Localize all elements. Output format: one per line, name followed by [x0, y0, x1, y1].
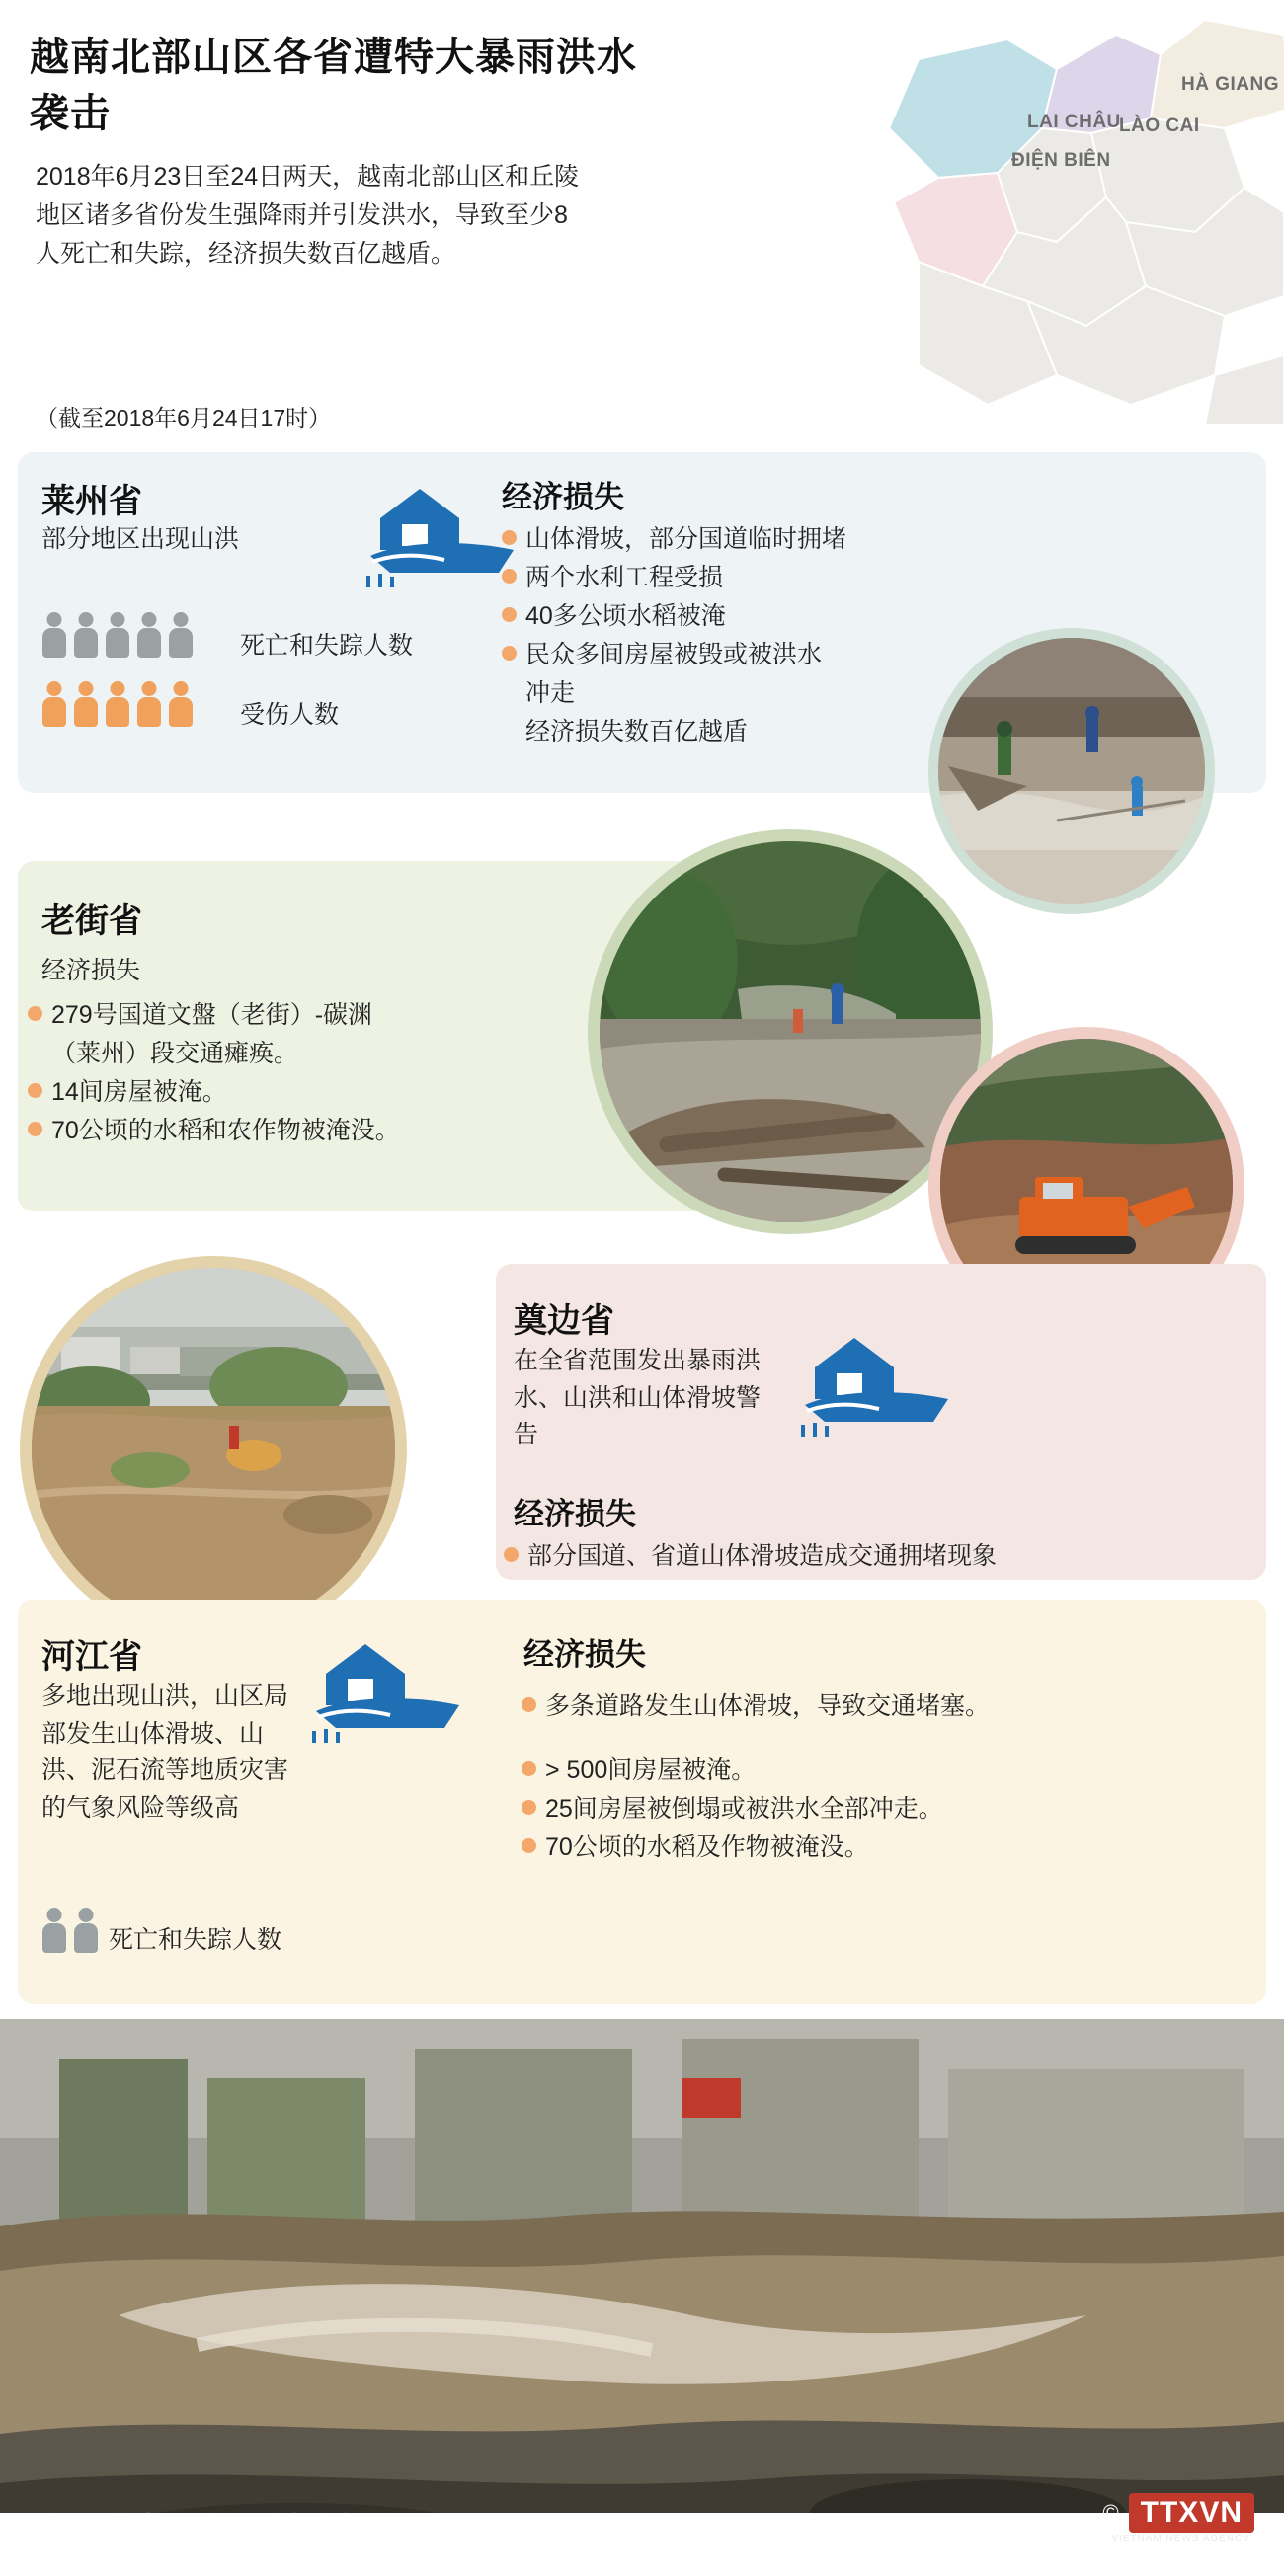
bullet-dot	[502, 723, 517, 738]
bullet-text: 279号国道文盤（老街）-碳渊	[51, 1001, 373, 1029]
bullet-dot	[28, 1006, 42, 1021]
vietnam-north-map	[593, 0, 1284, 434]
eco-title-dien-bien: 经济损失	[514, 1497, 636, 1531]
map-label-ha-giang: HÀ GIANG	[1181, 74, 1279, 95]
eco-bullets-lao-cai	[28, 997, 640, 1151]
map-label-dien-bien: ĐIỆN BIÊN	[1011, 150, 1111, 171]
province-subtitle-dien-bien: 在全省范围发出暴雨洪水、山洪和山体滑坡警告	[514, 1347, 762, 1448]
bullet-dot	[502, 684, 517, 699]
casualty-people-icons-ha-giang	[41, 1908, 99, 1953]
bullet-text: 70公顷的水稻及作物被淹没。	[545, 1834, 869, 1861]
person-icon	[105, 612, 130, 658]
flood-house-boat-icon	[785, 1328, 963, 1442]
bullet-text: （莱州）段交通瘫痪。	[51, 1040, 299, 1067]
bullet-text: 民众多间房屋被毁或被洪水	[525, 641, 823, 668]
photo-landslide-riverbank	[938, 638, 1205, 904]
casualty-label-ha-giang: 死亡和失踪人数	[109, 1926, 282, 1954]
person-icon	[41, 612, 67, 658]
bullet-dot	[502, 530, 517, 545]
bullet-dot	[522, 1800, 536, 1815]
bullet-dot	[522, 1838, 536, 1853]
person-icon	[168, 612, 194, 658]
eco-bullets-dien-bien	[504, 1538, 1254, 1577]
bullet-text: 40多公顷水稻被淹	[525, 602, 726, 630]
casualty-people-icons-lai-chau	[41, 612, 194, 658]
person-icon	[105, 681, 130, 727]
bullet-dot	[522, 1761, 536, 1776]
person-icon	[73, 681, 99, 727]
province-title-dien-bien: 奠边省	[514, 1302, 614, 1340]
eco-bullets-ha-giang	[522, 1688, 1243, 1868]
as-of-text: （截至2018年6月24日17时）	[36, 405, 332, 430]
map-label-lao-cai: LÀO CAI	[1119, 116, 1200, 136]
person-icon	[41, 1908, 67, 1953]
person-icon	[73, 612, 99, 658]
bullet-dot	[502, 569, 517, 584]
injured-people-icons-lai-chau	[41, 681, 194, 727]
photo-flash-flood-banner	[0, 2019, 1284, 2513]
injured-label-lai-chau: 受伤人数	[240, 701, 340, 729]
photo-flooded-river-town	[32, 1268, 395, 1631]
province-title-lai-chau: 莱州省	[41, 483, 142, 520]
logo-text: TTXVN	[1129, 2493, 1254, 2533]
bullet-dot	[522, 1697, 536, 1712]
photo-flooded-road-logs	[600, 841, 981, 1222]
person-icon	[136, 612, 162, 658]
map-label-lai-chau: LAI CHÂU	[1027, 112, 1121, 132]
source-text: 来源：越南通讯社、地方政府	[38, 2512, 360, 2539]
person-icon	[41, 681, 67, 727]
flood-house-boat-icon	[296, 1634, 474, 1748]
person-icon	[168, 681, 194, 727]
bullet-text: 70公顷的水稻和农作物被淹没。	[51, 1117, 400, 1144]
bullet-dot	[28, 1122, 42, 1136]
page-title: 越南北部山区各省遭特大暴雨洪水袭击	[30, 36, 637, 135]
agency-logo	[1102, 2493, 1254, 2533]
bullet-text: 冲走	[525, 679, 576, 707]
bullet-text: 25间房屋被倒塌或被洪水全部冲走。	[545, 1795, 943, 1823]
intro-text: 2018年6月23日至24日两天，越南北部山区和丘陵地区诸多省份发生强降雨并引发洪水，导致至少8人死亡和失踪，经济损失数百亿越盾。	[36, 163, 580, 268]
copyright-symbol: ©	[1102, 2500, 1119, 2525]
bullet-dot	[502, 607, 517, 622]
eco-title-lao-cai: 经济损失	[41, 957, 141, 984]
bullet-dot	[28, 1045, 42, 1059]
eco-title-lai-chau: 经济损失	[502, 480, 624, 514]
map-region	[593, 0, 1284, 434]
province-subtitle-ha-giang: 多地出现山洪，山区局部发生山体滑坡、山洪、泥石流等地质灾害的气象风险等级高	[41, 1682, 289, 1822]
province-subtitle-lai-chau: 部分地区出现山洪	[41, 525, 240, 553]
bullet-text: 两个水利工程受损	[525, 564, 724, 591]
bullet-text: 多条道路发生山体滑坡，导致交通堵塞。	[545, 1692, 991, 1720]
bullet-text: 14间房屋被淹。	[51, 1078, 227, 1106]
bullet-dot	[504, 1547, 519, 1562]
person-icon	[73, 1908, 99, 1953]
person-icon	[136, 681, 162, 727]
province-title-ha-giang: 河江省	[41, 1638, 142, 1676]
province-title-lao-cai: 老街省	[41, 902, 142, 940]
bullet-text: 经济损失数百亿越盾	[525, 718, 749, 745]
casualty-label-lai-chau: 死亡和失踪人数	[240, 632, 414, 660]
bullet-text: 山体滑坡，部分国道临时拥堵	[525, 525, 847, 553]
bullet-dot	[502, 646, 517, 661]
bullet-text: 部分国道、省道山体滑坡造成交通拥堵现象	[527, 1542, 998, 1570]
bullet-dot	[28, 1083, 42, 1098]
eco-title-ha-giang: 经济损失	[523, 1637, 646, 1672]
logo-subtitle: VIETNAM NEWS AGENCY	[1111, 2534, 1250, 2544]
bullet-text: > 500间房屋被淹。	[545, 1756, 757, 1784]
